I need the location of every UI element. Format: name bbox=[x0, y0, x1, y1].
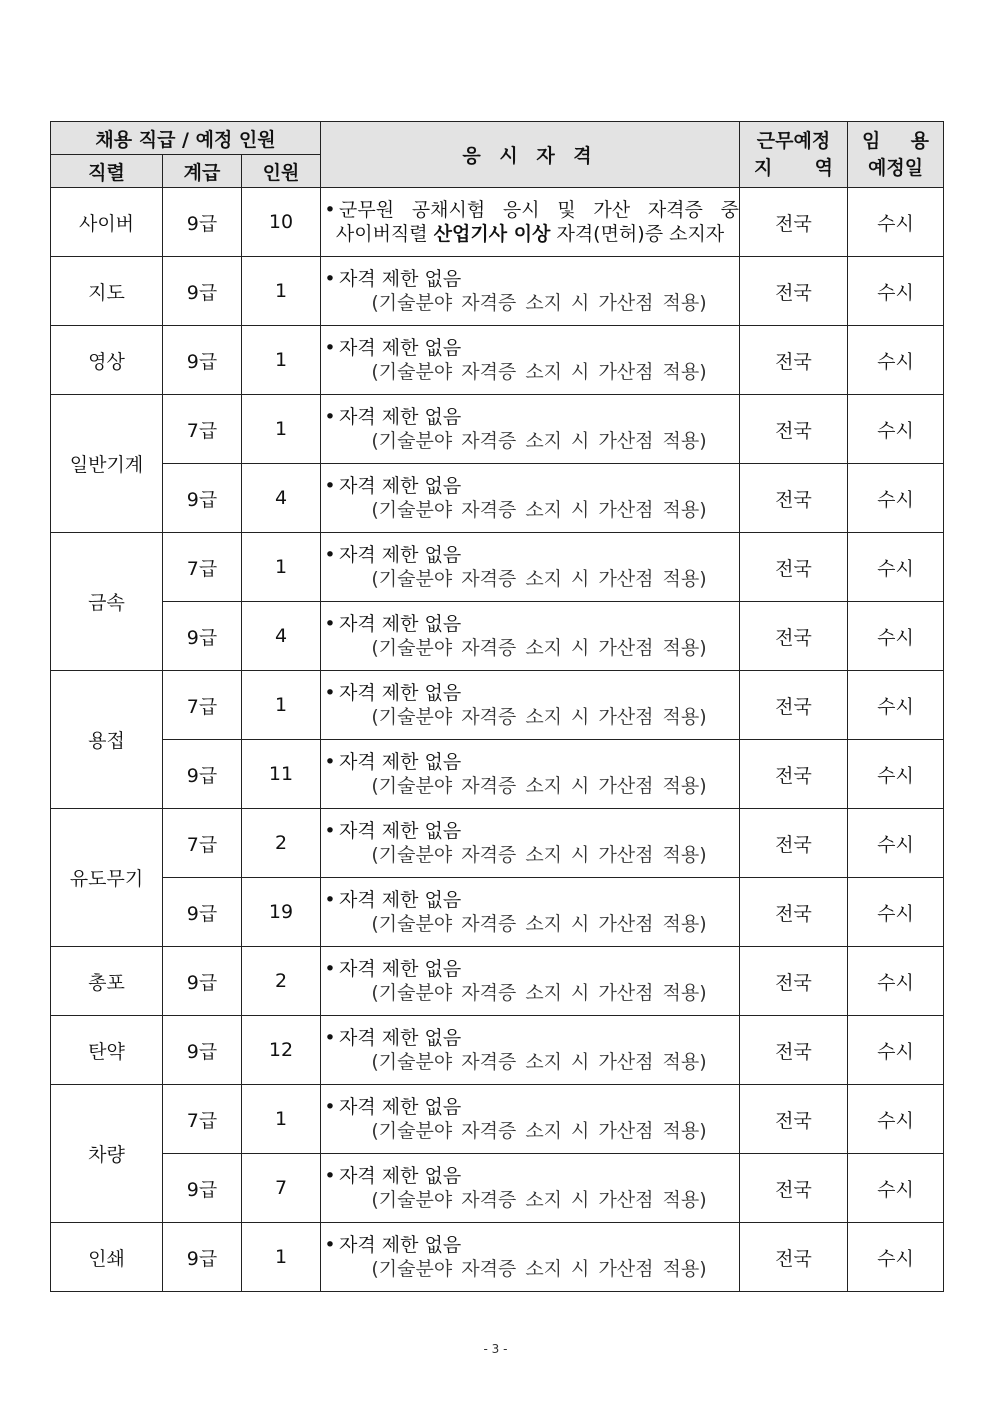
series-cell: 차량 bbox=[51, 1085, 163, 1223]
bullet-icon: • bbox=[324, 199, 336, 221]
series-cell: 금속 bbox=[51, 533, 163, 671]
qualification-cell bbox=[321, 740, 740, 809]
header-date-char2: 용 bbox=[910, 129, 930, 152]
grade-cell: 9급 bbox=[163, 740, 242, 809]
qualification-cell bbox=[321, 257, 740, 326]
table-row bbox=[51, 395, 944, 464]
bonus-note: (기술분야 자격증 소지 시 가산점 적용) bbox=[371, 292, 707, 314]
qualification-text: 자격 제한 없음 bbox=[339, 751, 462, 773]
table-row bbox=[51, 1154, 944, 1223]
qualification-text: 자격 제한 없음 bbox=[339, 268, 462, 290]
table-row bbox=[51, 740, 944, 809]
qualification-line bbox=[321, 543, 739, 567]
region-cell: 전국 bbox=[740, 464, 848, 533]
qualification-cell bbox=[321, 602, 740, 671]
bullet-icon: • bbox=[324, 475, 336, 497]
bonus-note: (기술분야 자격증 소지 시 가산점 적용) bbox=[371, 430, 707, 452]
bullet-icon: • bbox=[324, 268, 336, 290]
qualification-cell bbox=[321, 533, 740, 602]
date-cell: 수시 bbox=[848, 395, 944, 464]
qualification-line bbox=[321, 612, 739, 636]
bullet-icon: • bbox=[324, 406, 336, 428]
qualification-line bbox=[321, 1026, 739, 1050]
qualification-text: 자격 제한 없음 bbox=[339, 1165, 462, 1187]
grade-cell: 7급 bbox=[163, 533, 242, 602]
qualification-text: 자격 제한 없음 bbox=[339, 820, 462, 842]
table-row bbox=[51, 1223, 944, 1292]
qualification-text: 자격 제한 없음 bbox=[339, 475, 462, 497]
qualification-word: 응시 bbox=[502, 199, 540, 221]
series-cell: 총포 bbox=[51, 947, 163, 1016]
grade-cell: 9급 bbox=[163, 1223, 242, 1292]
table-row bbox=[51, 878, 944, 947]
qualification-cell bbox=[321, 395, 740, 464]
qualification-line bbox=[321, 267, 739, 291]
bullet-icon: • bbox=[324, 751, 336, 773]
qualification-cell bbox=[321, 326, 740, 395]
table-row bbox=[51, 257, 944, 326]
region-cell: 전국 bbox=[740, 326, 848, 395]
count-cell: 1 bbox=[242, 671, 321, 740]
count-cell: 2 bbox=[242, 947, 321, 1016]
bonus-note: (기술분야 자격증 소지 시 가산점 적용) bbox=[371, 637, 707, 659]
count-cell: 11 bbox=[242, 740, 321, 809]
grade-cell: 9급 bbox=[163, 188, 242, 257]
region-cell: 전국 bbox=[740, 809, 848, 878]
series-cell: 영상 bbox=[51, 326, 163, 395]
qualification-cell bbox=[321, 947, 740, 1016]
region-cell: 전국 bbox=[740, 602, 848, 671]
qualification-line bbox=[321, 405, 739, 429]
region-cell: 전국 bbox=[740, 1085, 848, 1154]
grade-cell: 9급 bbox=[163, 326, 242, 395]
bonus-note: (기술분야 자격증 소지 시 가산점 적용) bbox=[371, 499, 707, 521]
qualification-cell bbox=[321, 188, 740, 257]
qualification-text-a: 사이버직렬 bbox=[335, 223, 434, 245]
qualification-cell bbox=[321, 1223, 740, 1292]
qualification-line bbox=[321, 957, 739, 981]
qualification-word: 자격증 bbox=[647, 199, 703, 221]
date-cell: 수시 bbox=[848, 740, 944, 809]
table-row bbox=[51, 1016, 944, 1085]
series-cell: 지도 bbox=[51, 257, 163, 326]
qualification-line bbox=[321, 474, 739, 498]
qualification-line bbox=[321, 888, 739, 912]
qualification-text: 자격 제한 없음 bbox=[339, 1027, 462, 1049]
bonus-note: (기술분야 자격증 소지 시 가산점 적용) bbox=[371, 1258, 707, 1280]
qualification-cell bbox=[321, 1085, 740, 1154]
bullet-icon: • bbox=[324, 1165, 336, 1187]
bonus-note: (기술분야 자격증 소지 시 가산점 적용) bbox=[371, 568, 707, 590]
table-row bbox=[51, 947, 944, 1016]
date-cell: 수시 bbox=[848, 464, 944, 533]
grade-cell: 7급 bbox=[163, 809, 242, 878]
header-region-line1: 근무예정 bbox=[756, 129, 831, 152]
header-grade: 계급 bbox=[163, 155, 242, 188]
bullet-icon: • bbox=[324, 682, 336, 704]
count-cell: 7 bbox=[242, 1154, 321, 1223]
qualification-text: 자격 제한 없음 bbox=[339, 337, 462, 359]
count-cell: 4 bbox=[242, 602, 321, 671]
count-cell: 19 bbox=[242, 878, 321, 947]
count-cell: 1 bbox=[242, 1223, 321, 1292]
region-cell: 전국 bbox=[740, 740, 848, 809]
header-date-char1: 임 bbox=[862, 129, 881, 152]
count-cell: 1 bbox=[242, 1085, 321, 1154]
series-cell: 유도무기 bbox=[51, 809, 163, 947]
bullet-icon: • bbox=[324, 337, 336, 359]
qualification-words bbox=[339, 198, 739, 222]
header-region-char2: 역 bbox=[814, 156, 834, 179]
bonus-note: (기술분야 자격증 소지 시 가산점 적용) bbox=[371, 1120, 707, 1142]
grade-cell: 9급 bbox=[163, 878, 242, 947]
date-cell: 수시 bbox=[848, 878, 944, 947]
qualification-line bbox=[321, 681, 739, 705]
bonus-note: (기술분야 자격증 소지 시 가산점 적용) bbox=[371, 982, 707, 1004]
grade-cell: 9급 bbox=[163, 602, 242, 671]
header-date-line1 bbox=[848, 128, 943, 155]
header-region bbox=[740, 122, 848, 188]
bullet-icon: • bbox=[324, 1234, 336, 1256]
qualification-text: 자격 제한 없음 bbox=[339, 406, 462, 428]
series-cell: 용접 bbox=[51, 671, 163, 809]
count-cell: 1 bbox=[242, 326, 321, 395]
qualification-text: 자격 제한 없음 bbox=[339, 958, 462, 980]
bullet-icon: • bbox=[324, 958, 336, 980]
series-cell: 탄약 bbox=[51, 1016, 163, 1085]
grade-cell: 9급 bbox=[163, 257, 242, 326]
qualification-text: 자격 제한 없음 bbox=[339, 544, 462, 566]
qualification-cell bbox=[321, 878, 740, 947]
qualification-text: 자격 제한 없음 bbox=[339, 613, 462, 635]
date-cell: 수시 bbox=[848, 326, 944, 395]
bonus-note: (기술분야 자격증 소지 시 가산점 적용) bbox=[371, 913, 707, 935]
qualification-text: 자격 제한 없음 bbox=[339, 682, 462, 704]
region-cell: 전국 bbox=[740, 878, 848, 947]
date-cell: 수시 bbox=[848, 809, 944, 878]
date-cell: 수시 bbox=[848, 188, 944, 257]
date-cell: 수시 bbox=[848, 1223, 944, 1292]
header-region-char1: 지 bbox=[754, 156, 773, 179]
series-cell: 일반기계 bbox=[51, 395, 163, 533]
header-date-line2: 예정일 bbox=[867, 156, 924, 179]
count-cell: 12 bbox=[242, 1016, 321, 1085]
bullet-icon: • bbox=[324, 889, 336, 911]
bonus-note: (기술분야 자격증 소지 시 가산점 적용) bbox=[371, 361, 707, 383]
qualification-line bbox=[321, 198, 739, 222]
qualification-line2 bbox=[321, 222, 739, 246]
header-qualification: 응 시 자 격 bbox=[321, 122, 740, 188]
bonus-note: (기술분야 자격증 소지 시 가산점 적용) bbox=[371, 775, 707, 797]
date-cell: 수시 bbox=[848, 947, 944, 1016]
count-cell: 4 bbox=[242, 464, 321, 533]
qualification-cell bbox=[321, 809, 740, 878]
qualification-line bbox=[321, 819, 739, 843]
region-cell: 전국 bbox=[740, 1154, 848, 1223]
bullet-icon: • bbox=[324, 544, 336, 566]
header-date bbox=[848, 122, 944, 188]
region-cell: 전국 bbox=[740, 533, 848, 602]
qualification-word: 군무원 bbox=[339, 199, 395, 221]
grade-cell: 9급 bbox=[163, 1154, 242, 1223]
qualification-line bbox=[321, 1164, 739, 1188]
count-cell: 1 bbox=[242, 257, 321, 326]
table-row bbox=[51, 533, 944, 602]
series-cell: 인쇄 bbox=[51, 1223, 163, 1292]
region-cell: 전국 bbox=[740, 395, 848, 464]
header-count: 인원 bbox=[242, 155, 321, 188]
qualification-line bbox=[321, 1095, 739, 1119]
table-row bbox=[51, 809, 944, 878]
qualification-cell bbox=[321, 464, 740, 533]
count-cell: 1 bbox=[242, 533, 321, 602]
grade-cell: 7급 bbox=[163, 671, 242, 740]
qualification-word: 및 bbox=[557, 199, 576, 221]
qualification-bold: 산업기사 이상 bbox=[433, 223, 551, 245]
bonus-note: (기술분야 자격증 소지 시 가산점 적용) bbox=[371, 706, 707, 728]
bullet-icon: • bbox=[324, 613, 336, 635]
count-cell: 10 bbox=[242, 188, 321, 257]
grade-cell: 7급 bbox=[163, 1085, 242, 1154]
qualification-text: 자격 제한 없음 bbox=[339, 1234, 462, 1256]
table-row bbox=[51, 326, 944, 395]
qualification-line bbox=[321, 750, 739, 774]
table-row bbox=[51, 464, 944, 533]
qualification-text-b: 자격(면허)증 소지자 bbox=[550, 223, 725, 245]
region-cell: 전국 bbox=[740, 188, 848, 257]
qualification-text: 자격 제한 없음 bbox=[339, 889, 462, 911]
grade-cell: 7급 bbox=[163, 395, 242, 464]
header-group: 채용 직급 / 예정 인원 bbox=[51, 122, 321, 155]
qualification-cell bbox=[321, 1016, 740, 1085]
bullet-icon: • bbox=[324, 820, 336, 842]
header-region-line2 bbox=[740, 155, 847, 182]
table-row bbox=[51, 602, 944, 671]
grade-cell: 9급 bbox=[163, 1016, 242, 1085]
bullet-icon: • bbox=[324, 1027, 336, 1049]
qualification-word: 공채시험 bbox=[411, 199, 486, 221]
grade-cell: 9급 bbox=[163, 947, 242, 1016]
date-cell: 수시 bbox=[848, 1154, 944, 1223]
qualification-word: 가산 bbox=[593, 199, 631, 221]
region-cell: 전국 bbox=[740, 671, 848, 740]
count-cell: 2 bbox=[242, 809, 321, 878]
table-row bbox=[51, 188, 944, 257]
header-series: 직렬 bbox=[51, 155, 163, 188]
bonus-note: (기술분야 자격증 소지 시 가산점 적용) bbox=[371, 844, 707, 866]
qualification-word: 중 bbox=[720, 199, 739, 221]
qualification-cell bbox=[321, 1154, 740, 1223]
grade-cell: 9급 bbox=[163, 464, 242, 533]
qualification-line bbox=[321, 1233, 739, 1257]
date-cell: 수시 bbox=[848, 671, 944, 740]
region-cell: 전국 bbox=[740, 1016, 848, 1085]
qualification-text: 자격 제한 없음 bbox=[339, 1096, 462, 1118]
table-row bbox=[51, 671, 944, 740]
date-cell: 수시 bbox=[848, 533, 944, 602]
date-cell: 수시 bbox=[848, 1016, 944, 1085]
bonus-note: (기술분야 자격증 소지 시 가산점 적용) bbox=[371, 1189, 707, 1211]
date-cell: 수시 bbox=[848, 602, 944, 671]
count-cell: 1 bbox=[242, 395, 321, 464]
qualification-cell bbox=[321, 671, 740, 740]
region-cell: 전국 bbox=[740, 257, 848, 326]
recruitment-table bbox=[50, 121, 944, 1292]
qualification-line bbox=[321, 336, 739, 360]
bonus-note: (기술분야 자격증 소지 시 가산점 적용) bbox=[371, 1051, 707, 1073]
region-cell: 전국 bbox=[740, 1223, 848, 1292]
date-cell: 수시 bbox=[848, 257, 944, 326]
table-row bbox=[51, 1085, 944, 1154]
date-cell: 수시 bbox=[848, 1085, 944, 1154]
page-number: - 3 - bbox=[483, 1342, 508, 1356]
series-cell: 사이버 bbox=[51, 188, 163, 257]
bullet-icon: • bbox=[324, 1096, 336, 1118]
region-cell: 전국 bbox=[740, 947, 848, 1016]
